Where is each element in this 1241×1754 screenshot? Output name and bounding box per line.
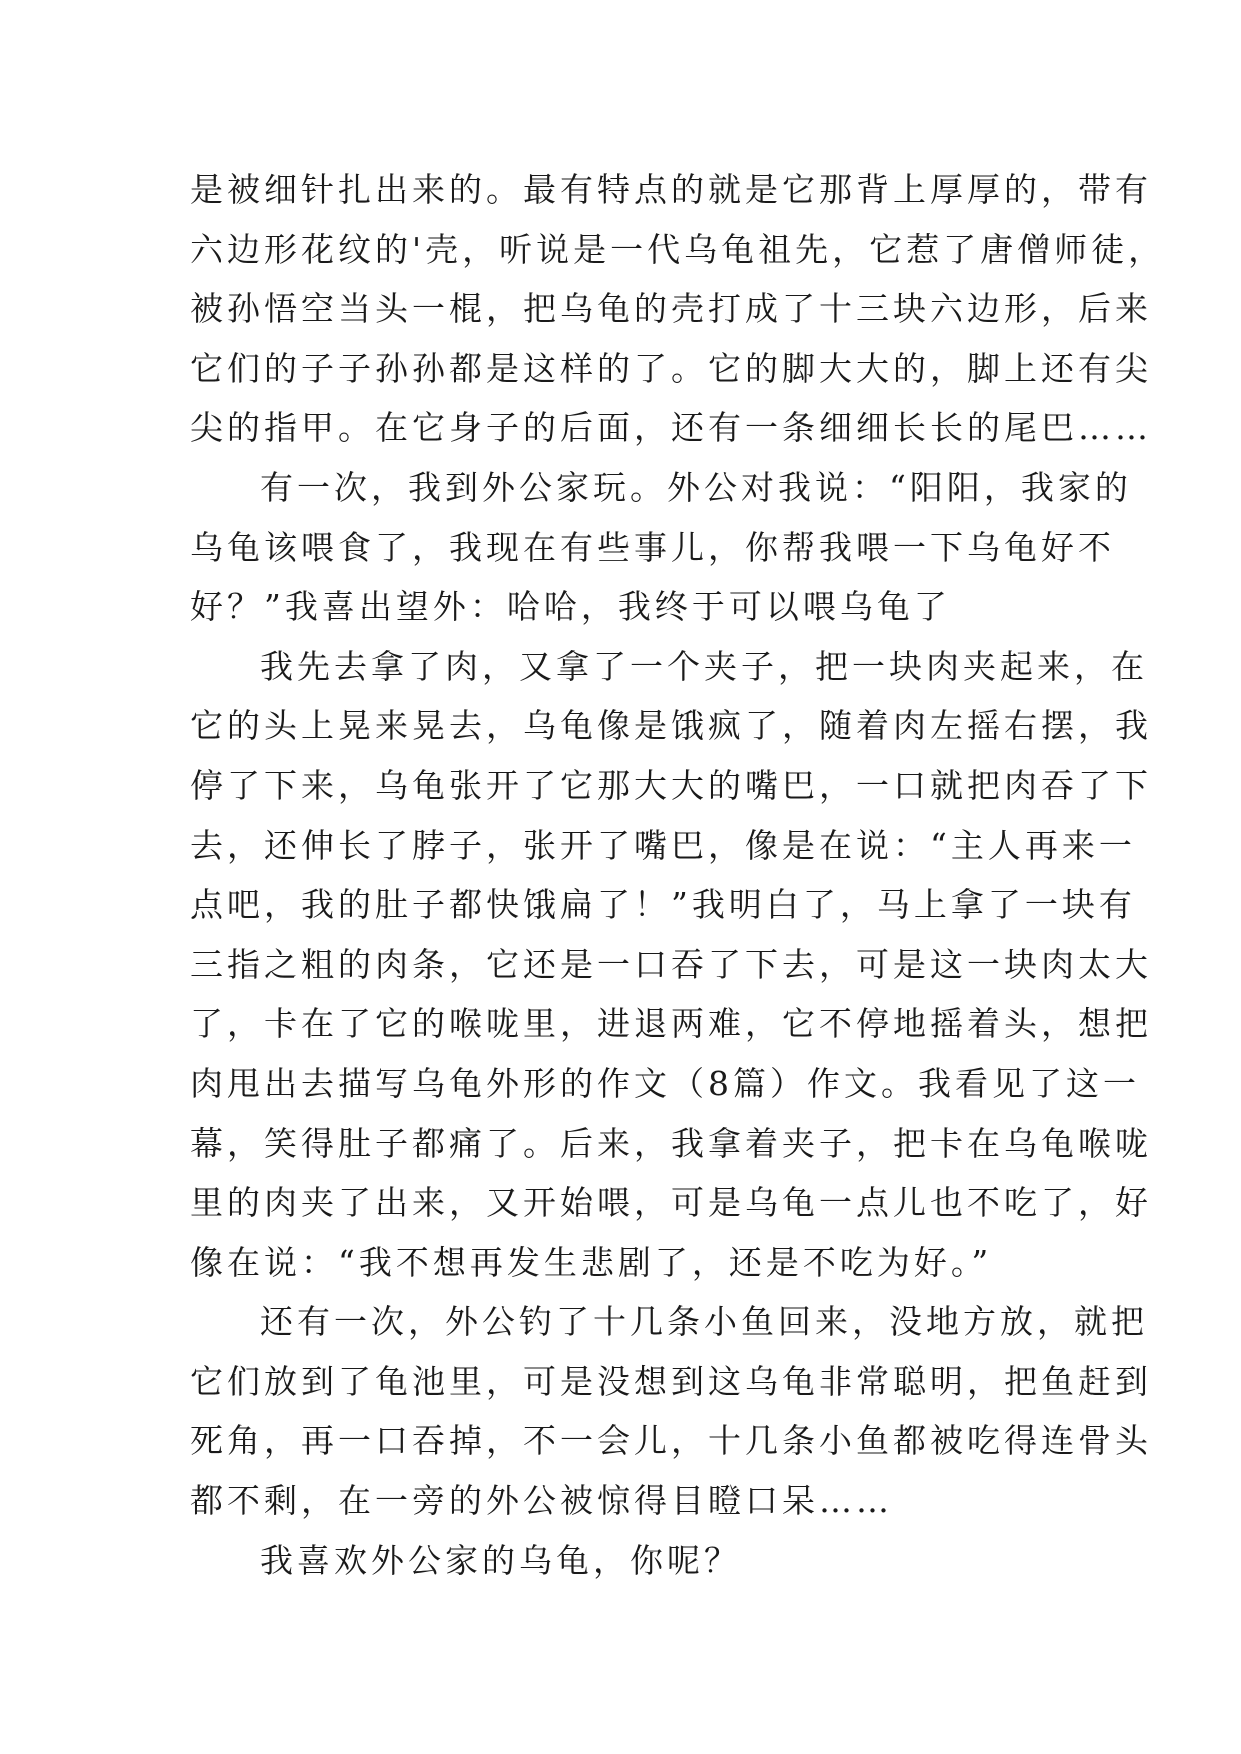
- text-line: 有一次，我到外公家玩。外公对我说：“阳阳，我家的: [260, 467, 1132, 507]
- paragraph-3: [190, 637, 1152, 1293]
- text-line: 里的肉夹了出来，又开始喂，可是乌龟一点儿也不吃了，好: [190, 1183, 1152, 1223]
- text-line: 它们放到了龟池里，可是没想到这乌龟非常聪明，把鱼赶到: [190, 1361, 1152, 1401]
- text-line: 肉甩出去描写乌龟外形的作文（8篇）作文。我看见了这一: [190, 1063, 1140, 1103]
- text-line: 停了下来，乌龟张开了它那大大的嘴巴，一口就把肉吞了下: [190, 765, 1152, 805]
- text-line: 幕，笑得肚子都痛了。后来，我拿着夹子，把卡在乌龟喉咙: [190, 1123, 1152, 1163]
- text-line: 还有一次，外公钓了十几条小鱼回来，没地方放，就把: [260, 1302, 1148, 1342]
- text-line: 去，还伸长了脖子，张开了嘴巴，像是在说：“主人再来一: [190, 825, 1136, 865]
- document-body: [190, 160, 1166, 1590]
- text-line: 是被细针扎出来的。最有特点的就是它那背上厚厚的，带有: [190, 170, 1152, 209]
- text-line: 了，卡在了它的喉咙里，进退两难，它不停地摇着头，想把: [190, 1004, 1152, 1044]
- text-line: 三指之粗的肉条，它还是一口吞了下去，可是这一块肉太大: [190, 944, 1152, 984]
- text-line: 点吧，我的肚子都快饿扁了！”我明白了，马上拿了一块有: [190, 885, 1136, 925]
- text-line: 死角，再一口吞掉，不一会儿，十几条小鱼都被吃得连骨头: [190, 1421, 1152, 1461]
- text-line: 我先去拿了肉，又拿了一个夹子，把一块肉夹起来，在: [260, 646, 1148, 686]
- text-line: 它的头上晃来晃去，乌龟像是饿疯了，随着肉左摇右摆，我: [190, 706, 1152, 746]
- text-line: 六边形花纹的'壳，听说是一代乌龟祖先，它惹了唐僧师徒，: [190, 229, 1166, 269]
- paragraph-2: [190, 458, 1132, 637]
- text-line: 像在说：“我不想再发生悲剧了，还是不吃为好。”: [190, 1242, 993, 1282]
- text-line: 都不剩，在一旁的外公被惊得目瞪口呆……: [190, 1481, 893, 1521]
- text-line: 被孙悟空当头一棍，把乌龟的壳打成了十三块六边形，后来: [190, 289, 1152, 329]
- text-line: 尖的指甲。在它身子的后面，还有一条细细长长的尾巴……: [190, 408, 1152, 448]
- text-line: 乌龟该喂食了，我现在有些事儿，你帮我喂一下乌龟好不: [190, 527, 1115, 567]
- text-line: 好？”我喜出望外：哈哈，我终于可以喂乌龟了: [190, 587, 951, 627]
- paragraph-5: [190, 1531, 1060, 1591]
- text-line: 我喜欢外公家的乌龟，你呢？: [260, 1540, 741, 1580]
- paragraph-4: [190, 1292, 1152, 1530]
- paragraph-1: [190, 160, 1166, 458]
- text-line: 它们的子子孙孙都是这样的了。它的脚大大的，脚上还有尖: [190, 348, 1152, 388]
